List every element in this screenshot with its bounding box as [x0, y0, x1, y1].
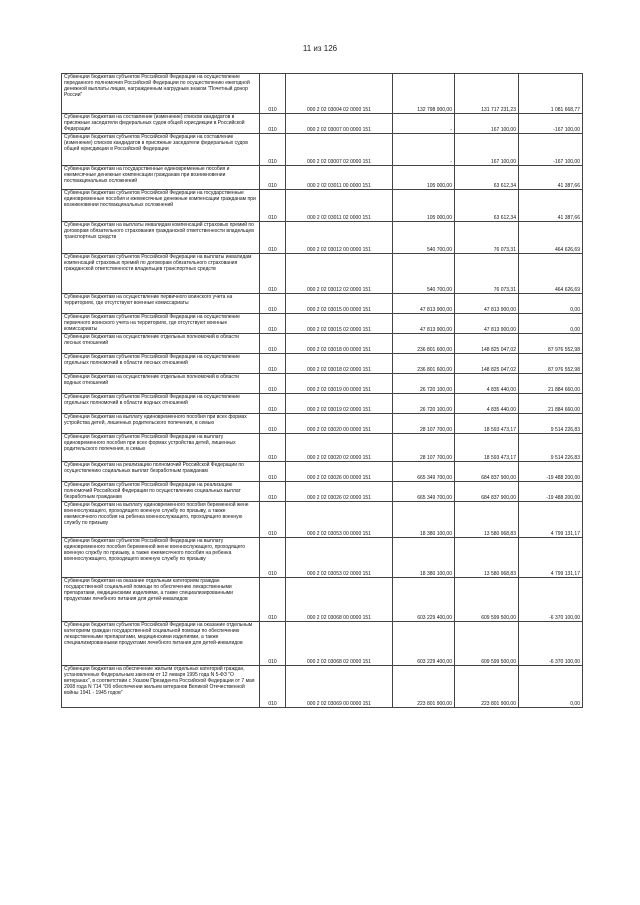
table-row — [62, 254, 583, 294]
row-fact-cell: 167 100,00 — [455, 134, 519, 166]
row-kbk-cell: 000 2 02 03011 02 0000 151 — [286, 190, 393, 222]
row-name-cell: Субвенции бюджетам на выплаты инвалидам компенсаций страховых премий по договорам обязательного страхования гражданской ответственности владельцев транспортных средств — [62, 222, 260, 254]
row-deviation-cell: 0,00 — [519, 294, 583, 314]
row-deviation-cell: 21 884 660,00 — [519, 374, 583, 394]
row-kbk-cell: 000 2 02 03069 00 0000 151 — [286, 666, 393, 708]
row-code-cell: 010 — [260, 166, 286, 190]
row-plan-cell: - — [393, 114, 455, 134]
row-fact-cell: 47 813 900,00 — [455, 294, 519, 314]
table-row — [62, 374, 583, 394]
row-name-cell: Субвенции бюджетам субъектов Российской Федерации на составление (изменение) списков кандидатов в присяжные заседатели федеральных судов общей юрисдикции в Российской Федерации — [62, 134, 260, 166]
row-kbk-cell: 000 2 02 03012 02 0000 151 — [286, 254, 393, 294]
row-code-cell: 010 — [260, 134, 286, 166]
row-name-cell: Субвенции бюджетам субъектов Российской Федерации на государственные единовременные пособия и ежемесячные денежные компенсации гражданам при возникновении поствакцинальных осложнений — [62, 190, 260, 222]
row-deviation-cell: -6 370 100,00 — [519, 622, 583, 666]
table-row — [62, 502, 583, 538]
row-code-cell: 010 — [260, 74, 286, 114]
row-deviation-cell: -19 488 200,00 — [519, 462, 583, 482]
table-row — [62, 462, 583, 482]
row-fact-cell: 684 837 900,00 — [455, 462, 519, 482]
budget-table — [61, 73, 583, 708]
row-name-cell: Субвенции бюджетам субъектов Российской Федерации на осуществление отдельных полномочий в области лесных отношений — [62, 354, 260, 374]
row-code-cell: 010 — [260, 190, 286, 222]
row-plan-cell: 28 107 700,00 — [393, 434, 455, 462]
table-row — [62, 578, 583, 622]
table-row — [62, 166, 583, 190]
row-deviation-cell: 9 514 226,83 — [519, 414, 583, 434]
row-deviation-cell: 0,00 — [519, 666, 583, 708]
row-fact-cell: 63 612,34 — [455, 166, 519, 190]
row-plan-cell: 105 000,00 — [393, 190, 455, 222]
row-code-cell: 010 — [260, 394, 286, 414]
table-row — [62, 74, 583, 114]
row-code-cell: 010 — [260, 538, 286, 578]
row-kbk-cell: 000 2 02 03007 00 0000 151 — [286, 114, 393, 134]
row-fact-cell: 13 580 968,83 — [455, 538, 519, 578]
table-row — [62, 482, 583, 502]
row-code-cell: 010 — [260, 462, 286, 482]
row-kbk-cell: 000 2 02 03018 00 0000 151 — [286, 334, 393, 354]
row-deviation-cell: 87 976 552,98 — [519, 354, 583, 374]
row-plan-cell: 47 813 900,00 — [393, 294, 455, 314]
row-fact-cell: 609 599 500,00 — [455, 578, 519, 622]
row-name-cell: Субвенции бюджетам на осуществление первичного воинского учета на территориях, где отсутствуют военные комиссариаты — [62, 294, 260, 314]
row-code-cell: 010 — [260, 334, 286, 354]
row-plan-cell: 665 349 700,00 — [393, 462, 455, 482]
row-kbk-cell: 000 2 02 03026 02 0000 151 — [286, 482, 393, 502]
row-deviation-cell: 464 626,69 — [519, 222, 583, 254]
row-kbk-cell: 000 2 02 03007 02 0000 151 — [286, 134, 393, 166]
row-kbk-cell: 000 2 02 03011 00 0000 151 — [286, 166, 393, 190]
table-row — [62, 190, 583, 222]
table-body — [62, 74, 583, 708]
row-plan-cell: 540 700,00 — [393, 254, 455, 294]
table-row — [62, 294, 583, 314]
row-name-cell: Субвенции бюджетам субъектов Российской Федерации на выплаты инвалидам компенсаций страховых премий по договорам обязательного страхования гражданской ответственности владельцев транспортных средств — [62, 254, 260, 294]
row-deviation-cell: 464 626,69 — [519, 254, 583, 294]
row-plan-cell: 236 801 600,00 — [393, 354, 455, 374]
row-fact-cell: 63 612,34 — [455, 190, 519, 222]
table-row — [62, 434, 583, 462]
row-name-cell: Субвенции бюджетам на оказание отдельным категориям граждан государственной социальной помощи по обеспечению лекарственными препаратами, медицинскими изделиями, а также специализированными продуктами лечебного питания для детей-инвалидов — [62, 578, 260, 622]
row-code-cell: 010 — [260, 254, 286, 294]
row-plan-cell: 236 801 600,00 — [393, 334, 455, 354]
row-plan-cell: 223 801 900,00 — [393, 666, 455, 708]
row-fact-cell: 76 073,31 — [455, 222, 519, 254]
row-code-cell: 010 — [260, 314, 286, 334]
row-name-cell: Субвенции бюджетам субъектов Российской Федерации на выплату единовременного пособия при всех формах устройства детей, лишенных родительского попечения, в семью — [62, 434, 260, 462]
table-row — [62, 354, 583, 374]
row-kbk-cell: 000 2 02 03068 02 0000 151 — [286, 622, 393, 666]
row-deviation-cell: 1 081 668,77 — [519, 74, 583, 114]
row-plan-cell: 105 000,00 — [393, 166, 455, 190]
row-plan-cell: 26 720 100,00 — [393, 374, 455, 394]
table-row — [62, 414, 583, 434]
row-kbk-cell: 000 2 02 03053 02 0000 151 — [286, 538, 393, 578]
row-fact-cell: 4 835 440,00 — [455, 374, 519, 394]
row-kbk-cell: 000 2 02 03019 02 0000 151 — [286, 394, 393, 414]
page-number: 11 из 126 — [302, 44, 338, 53]
row-kbk-cell: 000 2 02 03012 00 0000 151 — [286, 222, 393, 254]
row-fact-cell: 148 825 047,02 — [455, 334, 519, 354]
row-fact-cell: 684 837 900,00 — [455, 482, 519, 502]
row-plan-cell: 603 229 400,00 — [393, 622, 455, 666]
row-deviation-cell: -19 488 200,00 — [519, 482, 583, 502]
row-name-cell: Субвенции бюджетам на государственные единовременные пособия и ежемесячные денежные компенсации гражданам при возникновении поствакцинальных осложнений — [62, 166, 260, 190]
row-name-cell: Субвенции бюджетам на осуществление отдельных полномочий в области лесных отношений — [62, 334, 260, 354]
row-plan-cell: 665 349 700,00 — [393, 482, 455, 502]
row-deviation-cell: -6 370 100,00 — [519, 578, 583, 622]
row-plan-cell: 28 107 700,00 — [393, 414, 455, 434]
row-kbk-cell: 000 2 02 03015 00 0000 151 — [286, 294, 393, 314]
row-deviation-cell: 87 976 552,98 — [519, 334, 583, 354]
table-row — [62, 394, 583, 414]
row-plan-cell: 132 798 900,00 — [393, 74, 455, 114]
row-name-cell: Субвенции бюджетам субъектов Российской Федерации на осуществление отдельных полномочий в области водных отношений — [62, 394, 260, 414]
row-name-cell: Субвенции бюджетам на составление (изменение) списков кандидатов в присяжные заседатели федеральных судов общей юрисдикции в Российской Федерации — [62, 114, 260, 134]
row-deviation-cell: 4 799 131,17 — [519, 538, 583, 578]
row-fact-cell: 223 801 900,00 — [455, 666, 519, 708]
row-code-cell: 010 — [260, 502, 286, 538]
row-kbk-cell: 000 2 02 03019 00 0000 151 — [286, 374, 393, 394]
row-name-cell: Субвенции бюджетам на обеспечение жильем отдельных категорий граждан, установленных Федеральным законом от 12 января 1995 года N 5-ФЗ "О ветеранах", в соответствии с Указом Президента Российской Федерации от 7 мая 2008 года N 714 "Об обеспечении жильем ветеранов Великой Отечественной войны 1941 - 1945 годов" — [62, 666, 260, 708]
row-kbk-cell: 000 2 02 03053 00 0000 151 — [286, 502, 393, 538]
row-plan-cell: 18 380 100,00 — [393, 502, 455, 538]
table-row — [62, 666, 583, 708]
row-fact-cell: 609 599 500,00 — [455, 622, 519, 666]
table-row — [62, 538, 583, 578]
row-code-cell: 010 — [260, 374, 286, 394]
row-name-cell: Субвенции бюджетам субъектов Российской Федерации на реализацию полномочий Российской Федерации по осуществлению социальных выплат безработным гражданам — [62, 482, 260, 502]
row-fact-cell: 18 593 473,17 — [455, 414, 519, 434]
row-fact-cell: 18 593 473,17 — [455, 434, 519, 462]
row-fact-cell: 47 813 900,00 — [455, 314, 519, 334]
row-plan-cell: 18 380 100,00 — [393, 538, 455, 578]
row-deviation-cell: 4 799 131,17 — [519, 502, 583, 538]
row-plan-cell: - — [393, 134, 455, 166]
table-row — [62, 134, 583, 166]
table-row — [62, 222, 583, 254]
row-kbk-cell: 000 2 02 03026 00 0000 151 — [286, 462, 393, 482]
row-name-cell: Субвенции бюджетам субъектов Российской Федерации на выплату единовременного пособия беременной жене военнослужащего, проходящего военную службу по призыву, а также ежемесячного пособия на ребенка военнослужащего, проходящего военную службу по призыву — [62, 538, 260, 578]
row-name-cell: Субвенции бюджетам субъектов Российской Федерации на осуществление переданного полномочия Российской Федерации по осуществлению ежегодной денежной выплаты лицам, награжденным нагрудным знаком "Почетный донор России" — [62, 74, 260, 114]
table-row — [62, 334, 583, 354]
row-name-cell: Субвенции бюджетам на выплату единовременного пособия беременной жене военнослужащего, проходящего военную службу по призыву, а также ежемесячного пособия на ребенка военнослужащего, проходящего военную службу по призыву — [62, 502, 260, 538]
row-code-cell: 010 — [260, 434, 286, 462]
row-deviation-cell: -167 100,00 — [519, 114, 583, 134]
row-kbk-cell: 000 2 02 03020 00 0000 151 — [286, 414, 393, 434]
row-name-cell: Субвенции бюджетам субъектов Российской Федерации на оказание отдельным категориям граждан государственной социальной помощи по обеспечению лекарственными препаратами, медицинскими изделиями, а также специализированными продуктами лечебного питания для детей-инвалидов — [62, 622, 260, 666]
row-plan-cell: 540 700,00 — [393, 222, 455, 254]
row-fact-cell: 13 580 968,83 — [455, 502, 519, 538]
row-name-cell: Субвенции бюджетам на реализацию полномочий Российской Федерации по осуществлению социальных выплат безработным гражданам — [62, 462, 260, 482]
row-kbk-cell: 000 2 02 03020 02 0000 151 — [286, 434, 393, 462]
row-kbk-cell: 000 2 02 03068 00 0000 151 — [286, 578, 393, 622]
row-fact-cell: 76 073,31 — [455, 254, 519, 294]
row-deviation-cell: 21 884 660,00 — [519, 394, 583, 414]
row-code-cell: 010 — [260, 294, 286, 314]
row-plan-cell: 26 720 100,00 — [393, 394, 455, 414]
row-code-cell: 010 — [260, 622, 286, 666]
row-fact-cell: 131 717 231,23 — [455, 74, 519, 114]
row-fact-cell: 167 100,00 — [455, 114, 519, 134]
row-plan-cell: 47 813 900,00 — [393, 314, 455, 334]
row-deviation-cell: 41 387,66 — [519, 166, 583, 190]
row-kbk-cell: 000 2 02 03015 02 0000 151 — [286, 314, 393, 334]
row-deviation-cell: 9 514 226,83 — [519, 434, 583, 462]
row-plan-cell: 603 229 400,00 — [393, 578, 455, 622]
row-fact-cell: 4 835 440,00 — [455, 394, 519, 414]
row-fact-cell: 148 825 047,02 — [455, 354, 519, 374]
row-name-cell: Субвенции бюджетам на осуществление отдельных полномочий в области водных отношений — [62, 374, 260, 394]
row-code-cell: 010 — [260, 578, 286, 622]
row-deviation-cell: 41 387,66 — [519, 190, 583, 222]
row-code-cell: 010 — [260, 414, 286, 434]
row-code-cell: 010 — [260, 114, 286, 134]
table-row — [62, 114, 583, 134]
row-code-cell: 010 — [260, 354, 286, 374]
table-row — [62, 622, 583, 666]
row-name-cell: Субвенции бюджетам субъектов Российской Федерации на осуществление первичного воинского учета на территориях, где отсутствуют военные комиссариаты — [62, 314, 260, 334]
row-code-cell: 010 — [260, 222, 286, 254]
row-code-cell: 010 — [260, 666, 286, 708]
row-deviation-cell: -167 100,00 — [519, 134, 583, 166]
row-name-cell: Субвенции бюджетам на выплату единовременного пособия при всех формах устройства детей, лишенных родительского попечения, в семью — [62, 414, 260, 434]
row-kbk-cell: 000 2 02 03018 02 0000 151 — [286, 354, 393, 374]
row-deviation-cell: 0,00 — [519, 314, 583, 334]
row-code-cell: 010 — [260, 482, 286, 502]
table-row — [62, 314, 583, 334]
row-kbk-cell: 000 2 02 03004 02 0000 151 — [286, 74, 393, 114]
